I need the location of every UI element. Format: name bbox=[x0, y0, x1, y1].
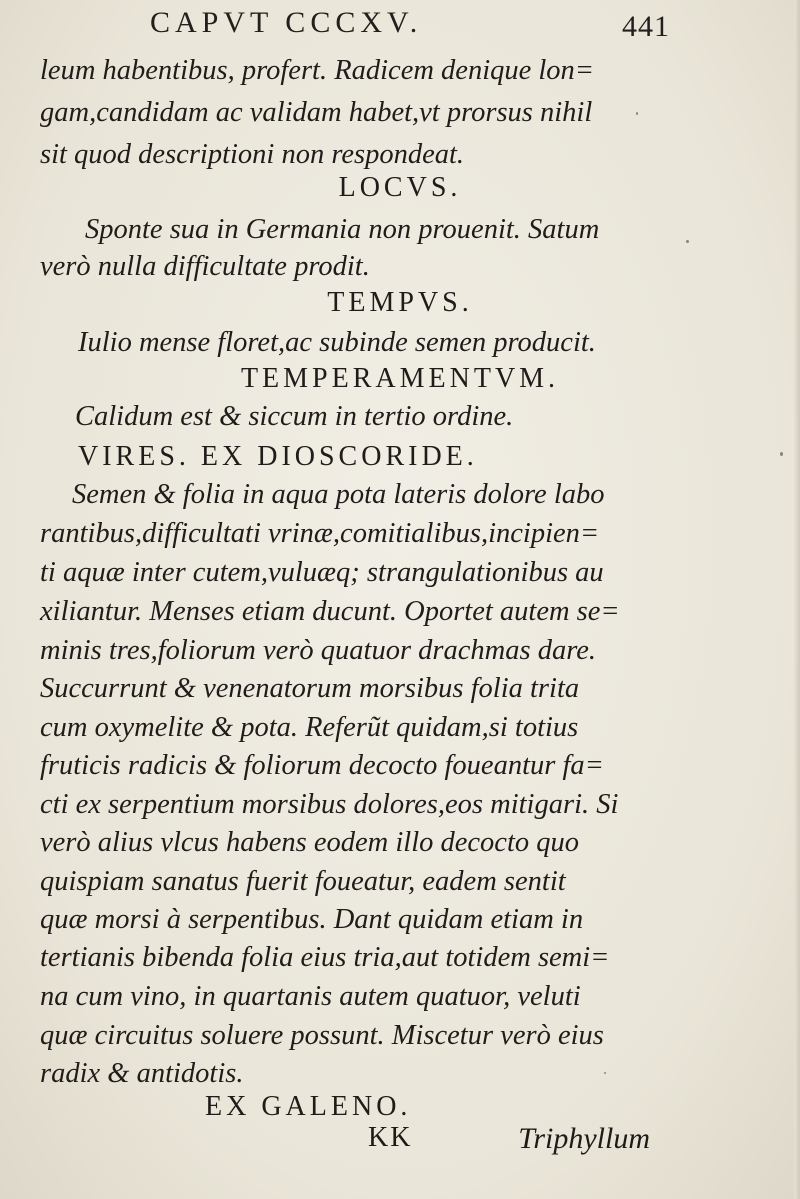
text-line: quispiam sanatus fuerit foueatur, eadem sentit bbox=[40, 866, 566, 897]
signature-mark: KK bbox=[368, 1122, 413, 1153]
heading-temperamentum: TEMPERAMENTVM. bbox=[240, 363, 560, 394]
heading-locus: LOCVS. bbox=[338, 172, 462, 203]
text-line: verò alius vlcus habens eodem illo decocto quo bbox=[40, 827, 579, 858]
text-line: quæ circuitus soluere possunt. Miscetur verò eius bbox=[40, 1020, 604, 1051]
text-line: sit quod descriptioni non respondeat. bbox=[40, 139, 465, 170]
text-line: radix & antidotis. bbox=[40, 1058, 244, 1089]
page-footer bbox=[40, 1118, 760, 1162]
text-line: quæ morsi à serpentibus. Dant quidam etiam in bbox=[40, 904, 584, 935]
heading-tempus: TEMPVS. bbox=[327, 287, 473, 318]
page-number: 441 bbox=[622, 10, 670, 43]
catchword: Triphyllum bbox=[518, 1122, 650, 1155]
text-line: rantibus,difficultati vrinæ,comitialibus,incipien= bbox=[40, 518, 600, 549]
ink-speck bbox=[636, 112, 638, 115]
page-edge bbox=[794, 0, 800, 1199]
text-line: gam,candidam ac validam habet,vt prorsus nihil bbox=[40, 97, 593, 128]
text-line: na cum vino, in quartanis autem quatuor, veluti bbox=[40, 981, 581, 1012]
ink-speck bbox=[604, 1072, 606, 1074]
text-line: cum oxymelite & pota. Referũt quidam,si totius bbox=[40, 712, 579, 743]
text-line: verò nulla difficultate prodit. bbox=[40, 251, 370, 282]
text-line: Sponte sua in Germania non prouenit. Satum bbox=[85, 214, 600, 245]
ink-speck bbox=[780, 452, 783, 456]
text-line: Succurrunt & venenatorum morsibus folia trita bbox=[40, 673, 580, 704]
text-line: tertianis bibenda folia eius tria,aut totidem semi= bbox=[40, 942, 610, 973]
heading-galeno: EX GALENO. bbox=[205, 1091, 412, 1122]
text-line: minis tres,foliorum verò quatuor drachmas dare. bbox=[40, 635, 597, 666]
text-line: leum habentibus, profert. Radicem denique lon= bbox=[40, 55, 595, 86]
text-line: Iulio mense floret,ac subinde semen producit. bbox=[78, 327, 596, 358]
chapter-title: CAPVT CCCXV. bbox=[150, 6, 423, 39]
text-line: cti ex serpentium morsibus dolores,eos mitigari. Si bbox=[40, 789, 619, 820]
heading-vires: VIRES. EX DIOSCORIDE. bbox=[78, 441, 478, 472]
text-line: ti aquæ inter cutem,vuluæq; strangulationibus au bbox=[40, 557, 604, 588]
text-line: xiliantur. Menses etiam ducunt. Oportet autem se= bbox=[40, 596, 620, 627]
text-line: Semen & folia in aqua pota lateris dolore labo bbox=[72, 479, 605, 510]
ink-speck bbox=[686, 240, 689, 243]
text-line: fruticis radicis & foliorum decocto foueantur fa= bbox=[40, 750, 604, 781]
text-line: Calidum est & siccum in tertio ordine. bbox=[75, 401, 514, 432]
running-head bbox=[150, 6, 670, 46]
